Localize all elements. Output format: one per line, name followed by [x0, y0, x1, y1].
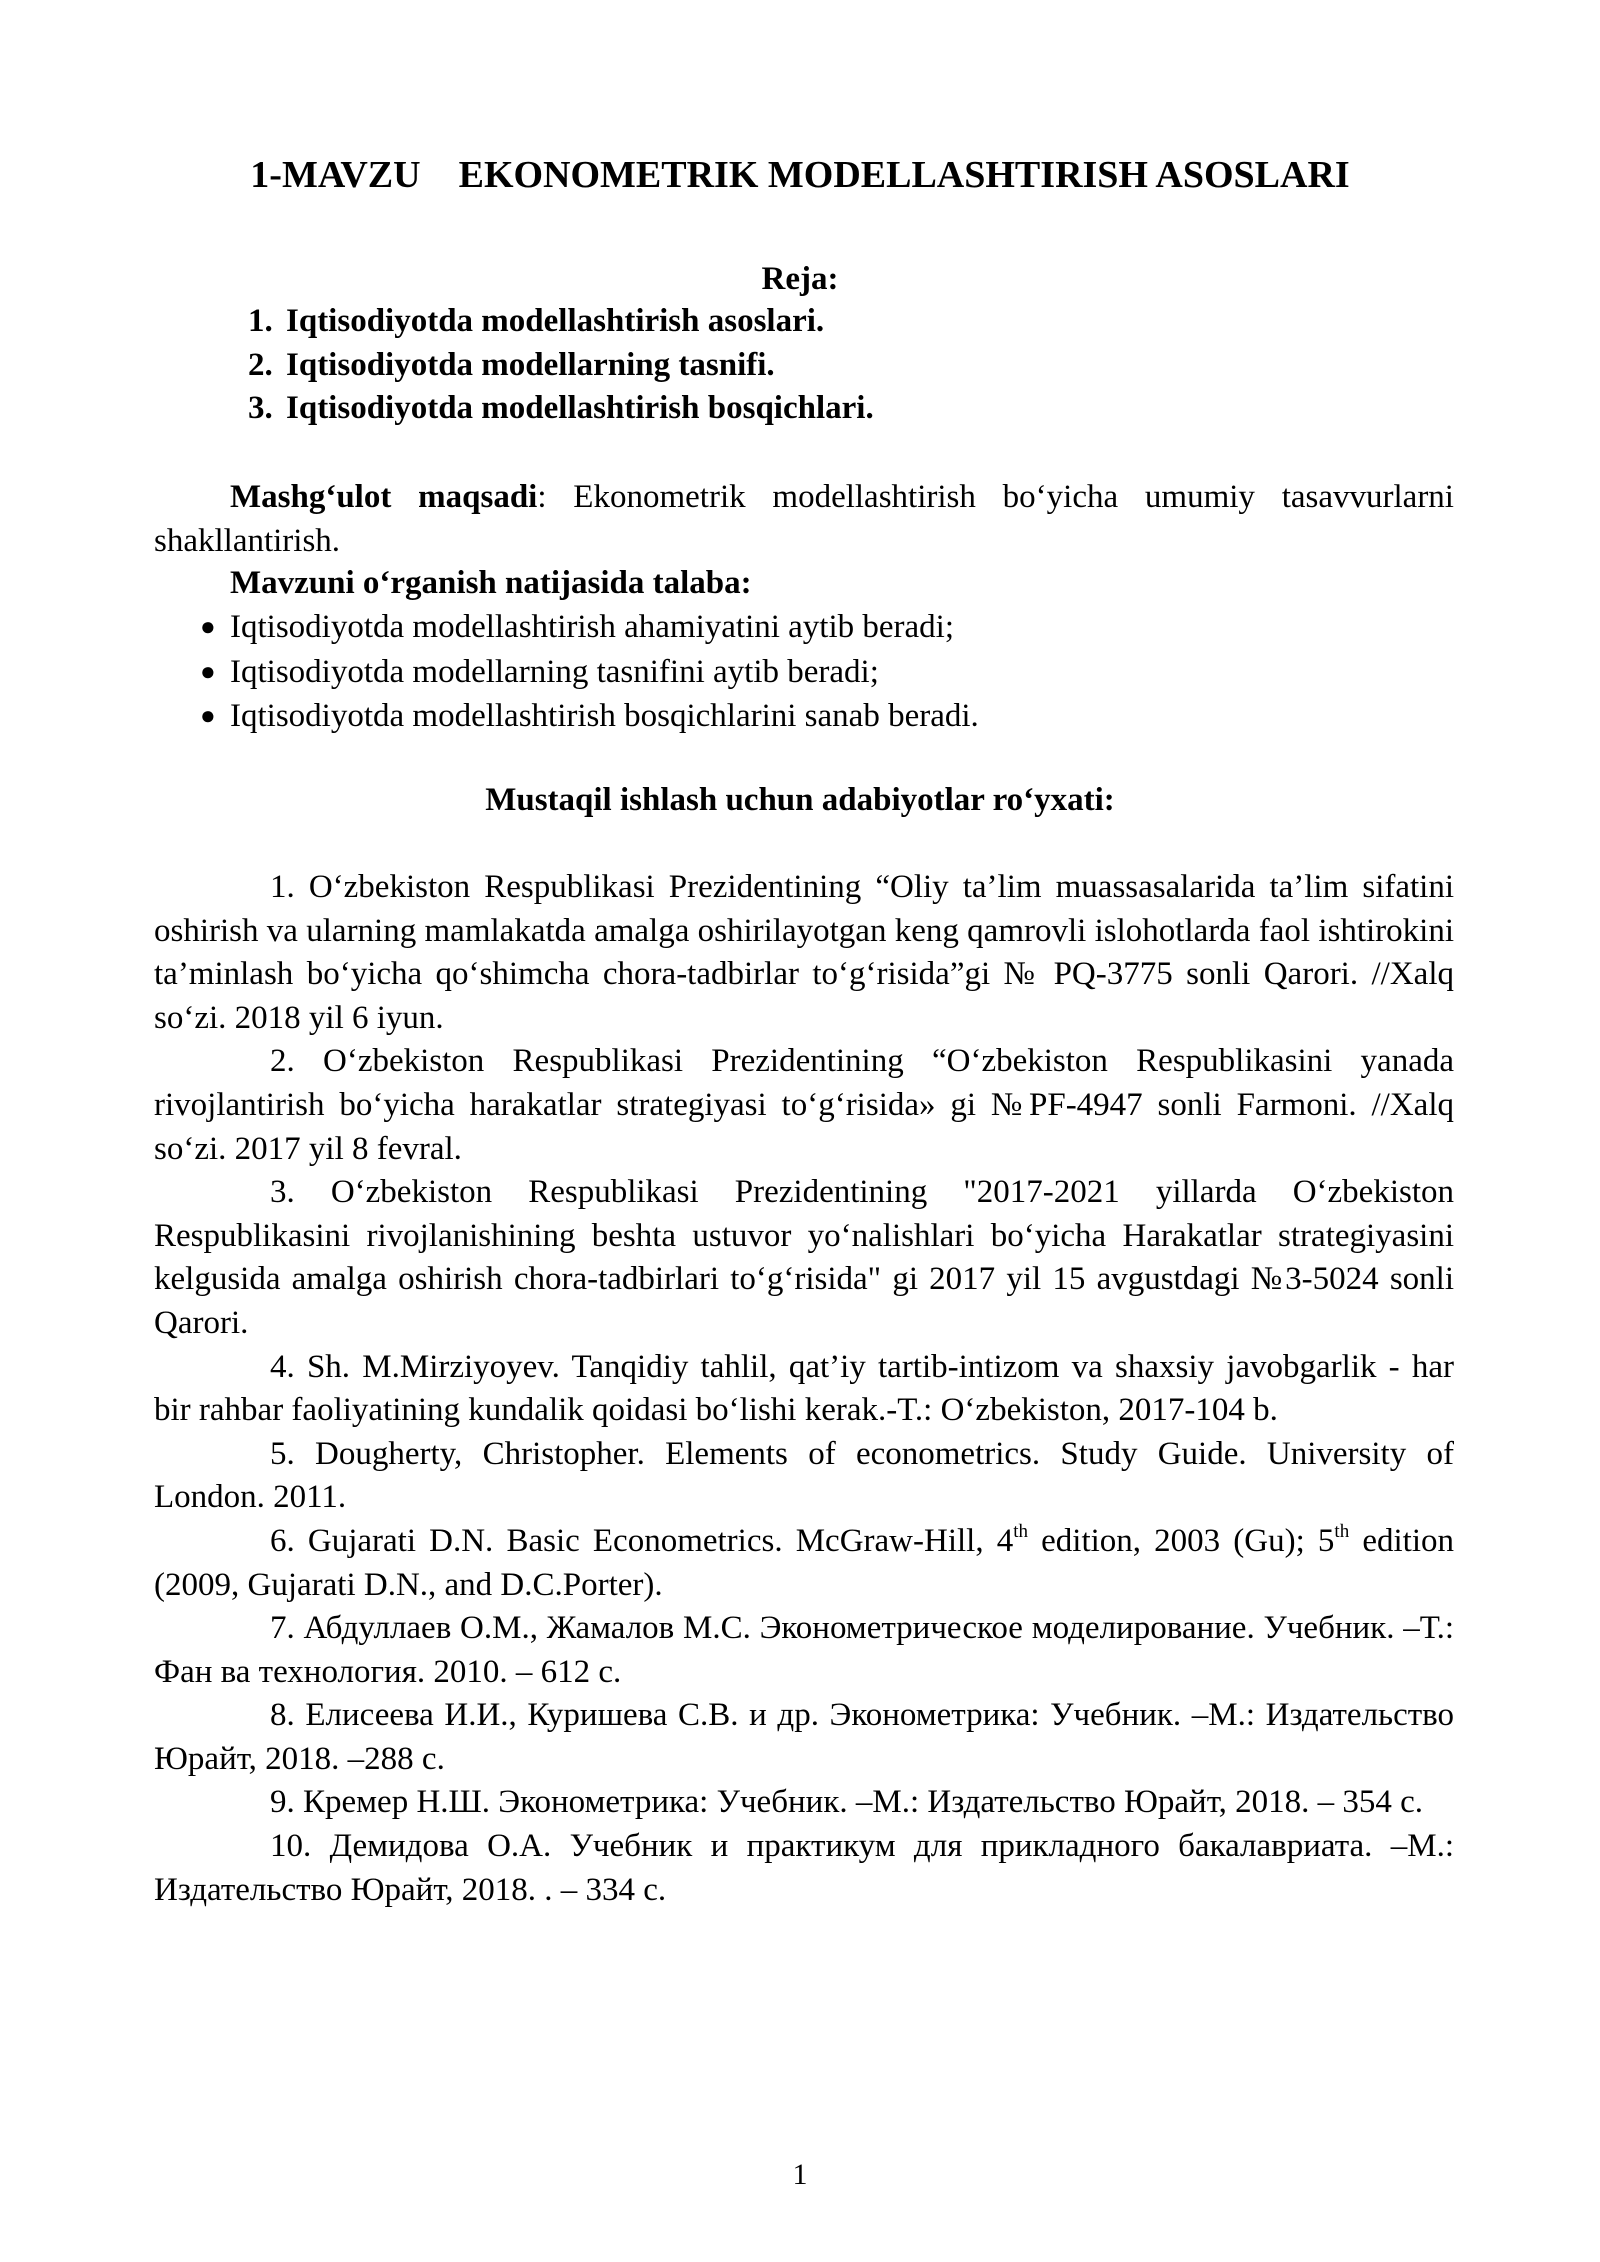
plan-list [248, 300, 1348, 431]
learning-outcome-item [200, 605, 979, 650]
learning-outcomes-heading: Mavzuni o‘rganish natijasida talaba: [230, 565, 752, 601]
reference-item [154, 1607, 1454, 1694]
page-title: 1-MAVZU EKONOMETRIK MODELLASHTIRISH ASOSLARI [250, 154, 1350, 196]
plan-item-number: 2. [248, 346, 273, 383]
learning-outcome-item [200, 694, 979, 739]
reference-number: 9. [270, 1784, 295, 1821]
learning-outcome-item [200, 650, 979, 695]
reference-text: edition (2009, Gujarati D.N., and D.C.Porter). [154, 1522, 1454, 1603]
reference-item [154, 1433, 1454, 1520]
reference-item [154, 866, 1454, 1040]
reference-text: Sh. M.Mirziyoyev. Tanqidiy tahlil, qat’iy tartib-intizom va shaxsiy javobgarlik - har bir rahbar faoliyatining kundalik qoidasi bo‘lishi kerak.-T.: O‘zbekiston, 2017-104 b. [154, 1348, 1455, 1429]
lesson-goal [154, 476, 1454, 563]
plan-item [248, 387, 1348, 431]
reference-item [154, 1781, 1454, 1825]
reference-number: 5. [270, 1435, 295, 1472]
reference-item [154, 1040, 1454, 1171]
reference-text: Gujarati D.N. Basic Econometrics. McGraw-Hill, 4 [307, 1522, 1014, 1559]
reference-text: Кремер Н.Ш. Эконометрика: Учебник. –М.: Издательство Юрайт, 2018. – 354 с. [303, 1784, 1424, 1821]
plan-item-number: 3. [248, 390, 273, 426]
plan-item-text: Iqtisodiyotda modellarning tasnifi. [286, 346, 775, 383]
reference-text: O‘zbekiston Respublikasi Prezidentining “O‘zbekiston Respublikasini yanada rivojlantirish bo‘yicha harakatlar strategiyasi to‘g‘risida» gi №PF-4947 sonli Farmoni. //Xalq so‘zi. 2017 yil 8 fevral. [154, 1043, 1455, 1167]
reference-text: O‘zbekiston Respublikasi Prezidentining "2017-2021 yillarda O‘zbekiston Respublikasini rivojlanishining beshta ustuvor yo‘nalishlari bo‘yicha Harakatlar strategiyasini kelgusida amalga oshirish chora-tadbirlari to‘g‘risida" gi 2017 yil 15 avgustdagi №3-5024 sonli Qarori. [154, 1174, 1454, 1341]
learning-outcomes-list [200, 605, 979, 739]
plan-item [248, 344, 1348, 388]
lesson-goal-colon: : [537, 479, 547, 515]
literature-heading: Mustaqil ishlash uchun adabiyotlar ro‘yxati: [485, 782, 1115, 818]
ordinal-superscript: th [1013, 1520, 1028, 1542]
lesson-goal-label: Mashg‘ulot maqsadi [230, 479, 538, 515]
plan-item-number: 1. [248, 303, 273, 339]
bullet-icon: ● [200, 612, 216, 641]
reference-text: Елисеева И.И., Куришева С.В. и др. Эконометрика: Учебник. –М.: Издательство Юрайт, 2018. –288 с. [154, 1697, 1455, 1777]
reference-item [154, 1520, 1454, 1607]
plan-item-text: Iqtisodiyotda modellashtirish asoslari. [286, 303, 825, 339]
reference-number: 3. [270, 1174, 295, 1211]
bullet-icon: ● [200, 701, 216, 730]
lesson-goal-text: Ekonometrik modellashtirish bo‘yicha umumiy tasavvurlarni shakllantirish. [154, 479, 1454, 559]
learning-outcome-text: Iqtisodiyotda modellarning tasnifini aytib beradi; [230, 653, 879, 690]
learning-outcome-text: Iqtisodiyotda modellashtirish bosqichlarini sanab beradi. [230, 698, 979, 734]
plan-item-text: Iqtisodiyotda modellashtirish bosqichlari. [286, 390, 874, 426]
page-number: 1 [792, 2158, 808, 2191]
reference-number: 2. [270, 1043, 295, 1080]
reference-item [154, 1694, 1454, 1781]
reference-text: O‘zbekiston Respublikasi Prezidentining “Oliy ta’lim muassasalarida ta’lim sifatini oshirish va ularning mamlakatda amalga oshirilayotgan keng qamrovli islohotlarda faol ishtirokini ta’minlash bo‘yicha qo‘shimcha chora-tadbirlar to‘g‘risida”gi № PQ-3775 sonli Qarori. //Xalq so‘zi. 2018 yil 6 iyun. [154, 869, 1455, 1036]
ordinal-superscript: th [1334, 1520, 1350, 1542]
reference-text: Абдуллаев О.М., Жамалов М.С. Эконометрическое моделирование. Учебник. –Т.: Фан ва технология. 2010. – 612 с. [154, 1610, 1454, 1690]
reference-number: 8. [270, 1697, 295, 1734]
reference-number: 7. [270, 1610, 295, 1647]
plan-item [248, 300, 1348, 344]
reference-item [154, 1825, 1454, 1912]
reference-number: 4. [270, 1348, 295, 1385]
reference-item [154, 1346, 1454, 1433]
reference-number: 10. [270, 1828, 312, 1865]
reference-text: Демидова О.А. Учебник и практикум для прикладного бакалавриата. –М.: Издательство Юрайт, 2018. . – 334 с. [154, 1828, 1455, 1908]
learning-outcome-text: Iqtisodiyotda modellashtirish ahamiyatini aytib beradi; [230, 609, 955, 645]
reference-item [154, 1171, 1454, 1345]
bullet-icon: ● [200, 656, 216, 686]
reference-list [154, 866, 1454, 1912]
reference-number: 6. [270, 1522, 295, 1559]
reference-text: edition, 2003 (Gu); 5 [1028, 1522, 1335, 1559]
reference-number: 1. [270, 869, 295, 905]
reference-text: Dougherty, Christopher. Elements of econometrics. Study Guide. University of London. 2011. [154, 1435, 1454, 1516]
plan-heading: Reja: [761, 261, 839, 297]
